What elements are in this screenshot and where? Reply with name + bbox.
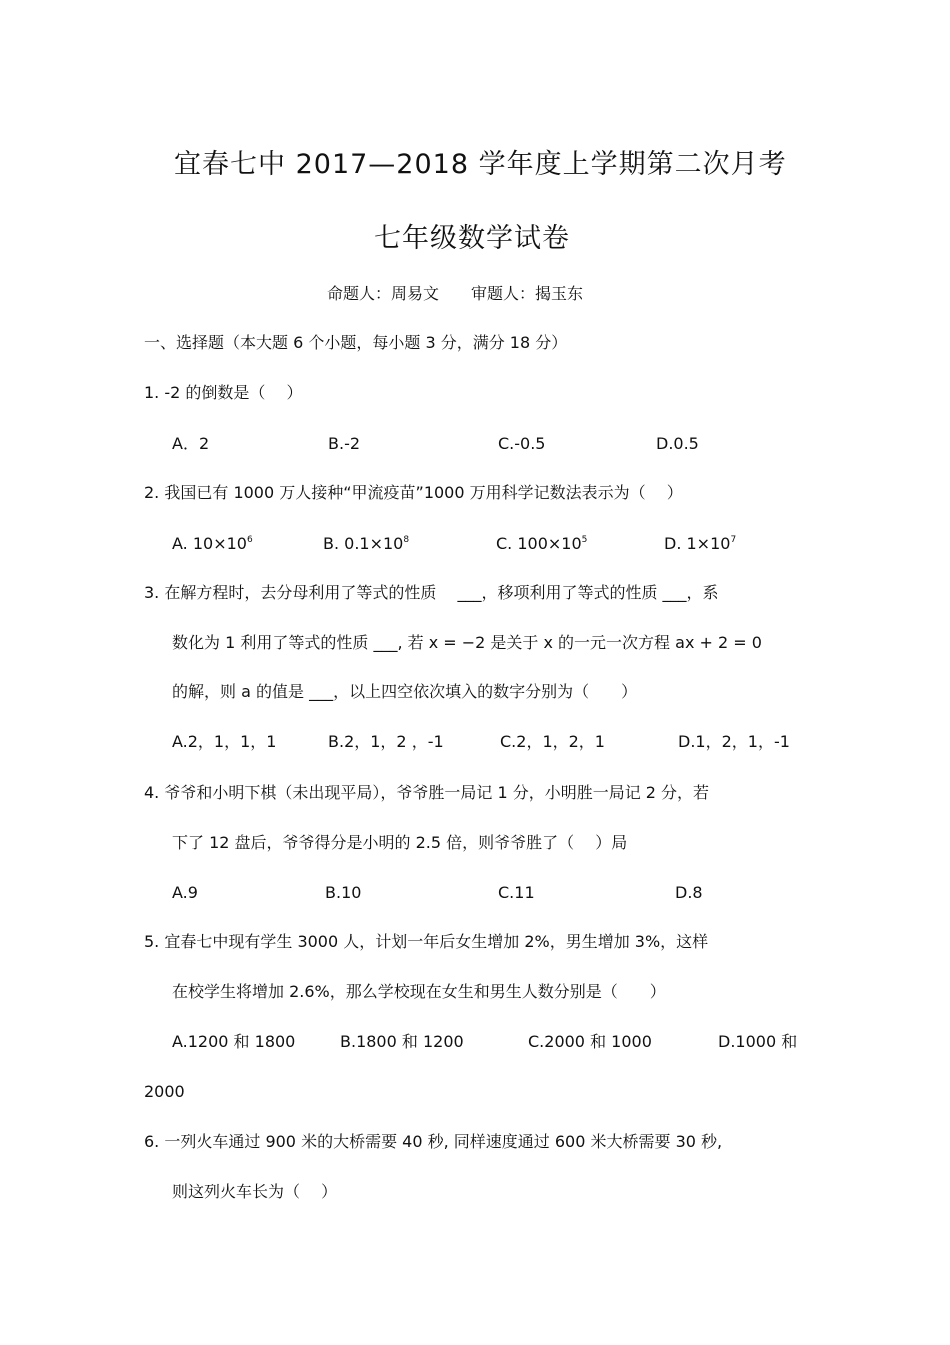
author-line: 命题人：周易文 审题人：揭玉东 bbox=[327, 284, 584, 303]
question-2-stem: 2. 我国已有 1000 万人接种“甲流疫苗”1000 万用科学记数法表示为（ ） bbox=[144, 483, 683, 502]
question-3-line-1: 3. 在解方程时，去分母利用了等式的性质 ___，移项利用了等式的性质 ___，系 bbox=[144, 583, 719, 602]
question-5-line-2: 在校学生将增加 2.6%，那么学校现在女生和男生人数分别是（ ） bbox=[172, 982, 666, 1001]
q2-option-d: D. $1\times 10^7$ bbox=[664, 534, 737, 553]
q4-option-c: C.11 bbox=[498, 883, 535, 902]
q5-option-a: A.1200 和 1800 bbox=[172, 1032, 296, 1051]
question-3-line-3: 的解，则 a 的值是 ___，以上四空依次填入的数字分别为（ ） bbox=[172, 682, 638, 701]
q1-option-a: A．2 bbox=[172, 434, 210, 453]
q2-option-b: B. $0.1\times 10^8$ bbox=[323, 534, 410, 553]
q3-option-b: B.2，1，2 ，-1 bbox=[328, 732, 444, 751]
q5-option-c: C.2000 和 1000 bbox=[528, 1032, 652, 1051]
q1-option-c: C.-0.5 bbox=[498, 434, 546, 453]
question-5-line-1: 5. 宜春七中现有学生 3000 人，计划一年后女生增加 2%，男生增加 3%，这样 bbox=[144, 932, 709, 951]
q3-option-d: D.1，2，1，-1 bbox=[678, 732, 790, 751]
q5-option-b: B.1800 和 1200 bbox=[340, 1032, 464, 1051]
q3-option-c: C.2，1，2，1 bbox=[500, 732, 605, 751]
exam-title: 宜春七中 2017—2018 学年度上学期第二次月考 bbox=[174, 149, 787, 180]
section-heading: 一、选择题（本大题 6 个小题，每小题 3 分，满分 18 分） bbox=[144, 333, 568, 352]
question-1-stem: 1. -2 的倒数是（ ） bbox=[144, 383, 303, 402]
q4-option-d: D.8 bbox=[675, 883, 703, 902]
q1-option-d: D.0.5 bbox=[656, 434, 699, 453]
q2-option-a: A. $10\times 10^6$ bbox=[172, 534, 253, 553]
q5-option-d-wrap: 2000 bbox=[144, 1082, 185, 1101]
question-4-line-2: 下了 12 盘后，爷爷得分是小明的 2.5 倍，则爷爷胜了（ ）局 bbox=[172, 833, 628, 852]
q2-option-c: C. $100\times 10^5$ bbox=[496, 534, 588, 553]
question-6-line-1: 6. 一列火车通过 900 米的大桥需要 40 秒, 同样速度通过 600 米大桥需要 30 秒, bbox=[144, 1132, 723, 1151]
q4-option-b: B.10 bbox=[325, 883, 362, 902]
q1-option-b: B.-2 bbox=[328, 434, 361, 453]
exam-subtitle: 七年级数学试卷 bbox=[374, 223, 570, 254]
q5-option-d: D.1000 和 bbox=[718, 1032, 798, 1051]
q3-option-a: A.2，1，1，1 bbox=[172, 732, 277, 751]
question-4-line-1: 4. 爷爷和小明下棋（未出现平局），爷爷胜一局记 1 分，小明胜一局记 2 分，若 bbox=[144, 783, 710, 802]
question-6-line-2: 则这列火车长为（ ） bbox=[172, 1182, 338, 1201]
question-3-line-2: 数化为 1 利用了等式的性质 ___, 若 x = −2 是关于 x 的一元一次方程 ax + 2 = 0 bbox=[172, 633, 762, 652]
q4-option-a: A.9 bbox=[172, 883, 198, 902]
